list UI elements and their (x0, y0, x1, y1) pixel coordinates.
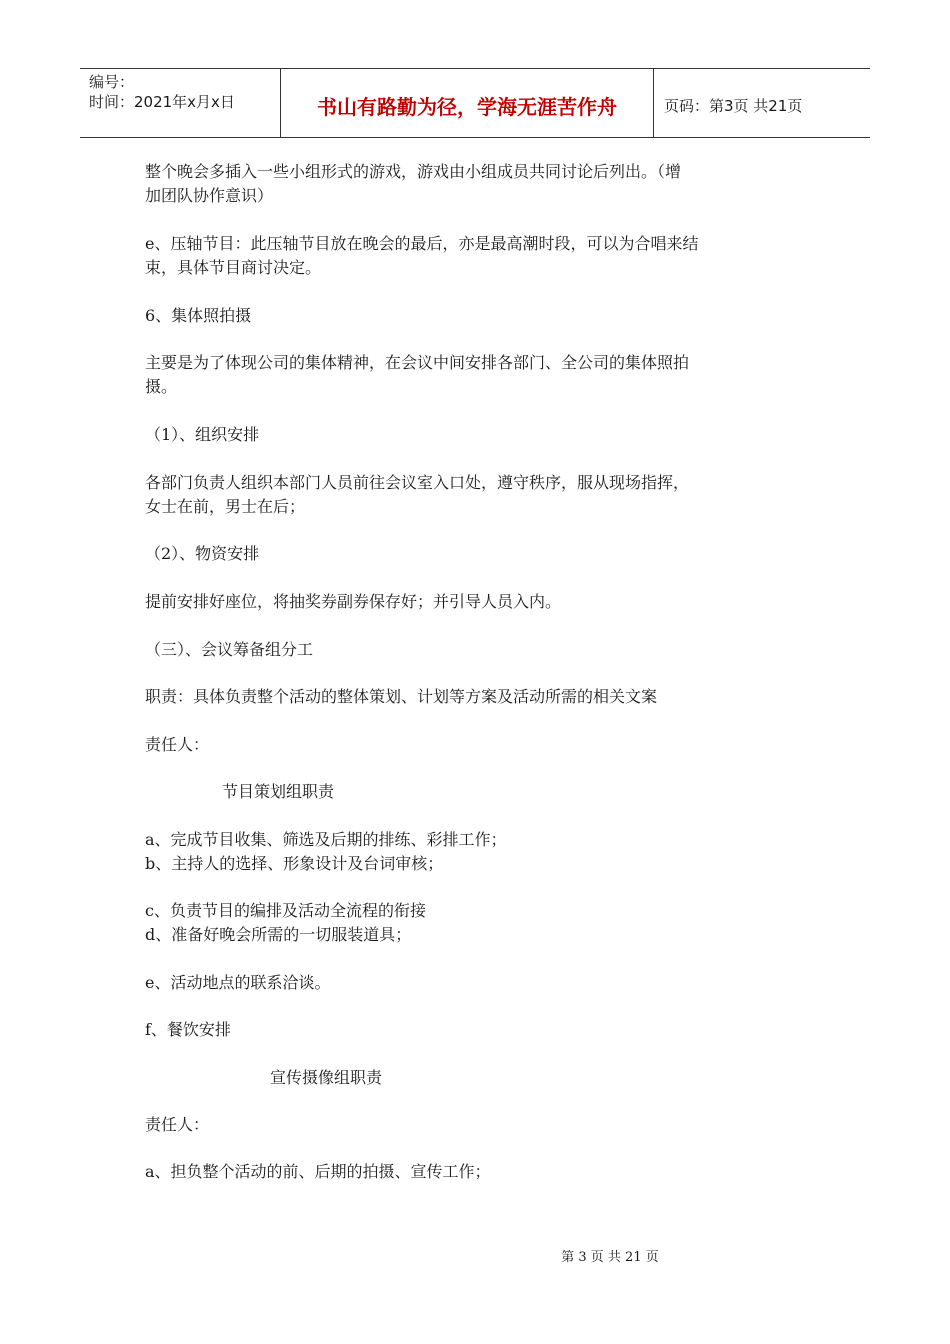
header-motto: 书山有路勤为径，学海无涯苦作舟 (281, 69, 654, 137)
paragraph-line: 摄。 (145, 377, 178, 396)
section-heading: 6、集体照拍摄 (145, 306, 252, 325)
paragraph-line: 女士在前，男士在后； (145, 497, 306, 516)
list-item: b、主持人的选择、形象设计及台词审核； (145, 854, 444, 873)
list-item: a、完成节目收集、筛选及后期的排练、彩排工作； (145, 830, 507, 849)
paragraph-line: 束，具体节目商讨决定。 (145, 258, 322, 277)
paragraph-line: 责任人： (145, 735, 210, 754)
group-heading: 节目策划组职责 (222, 782, 335, 801)
header-page-info: 页码：第3页 共21页 (664, 96, 803, 115)
paragraph-line: 加团队协作意识） (145, 186, 274, 205)
sub-heading: （2）、物资安排 (145, 544, 260, 563)
list-item: d、准备好晚会所需的一切服装道具； (145, 925, 412, 944)
paragraph-line: 主要是为了体现公司的集体精神，在会议中间安排各部门、全公司的集体照拍 (145, 353, 690, 372)
section-heading: （三）、会议筹备组分工 (145, 640, 314, 659)
list-item: a、担负整个活动的前、后期的拍摄、宣传工作； (145, 1162, 491, 1181)
group-heading: 宣传摄像组职责 (270, 1068, 383, 1087)
paragraph-line: 责任人： (145, 1115, 210, 1134)
list-item: e、活动地点的联系洽谈。 (145, 973, 331, 992)
paragraph-line: 各部门负责人组织本部门人员前往会议室入口处，遵守秩序，服从现场指挥， (145, 473, 690, 492)
page-header (80, 68, 870, 138)
paragraph-line: e、压轴节目：此压轴节目放在晚会的最后，亦是最高潮时段，可以为合唱来结 (145, 234, 699, 253)
list-item: f、餐饮安排 (145, 1020, 231, 1039)
paragraph-line: 职责：具体负责整个活动的整体策划、计划等方案及活动所需的相关文案 (145, 687, 658, 706)
page-footer: 第 3 页 共 21 页 (561, 1250, 659, 1265)
header-meta (80, 69, 281, 137)
code-label: 编号： (89, 73, 135, 91)
list-item: c、负责节目的编排及活动全流程的衔接 (145, 901, 426, 920)
paragraph-line: 整个晚会多插入一些小组形式的游戏，游戏由小组成员共同讨论后列出。（增 (145, 162, 682, 181)
paragraph-line: 提前安排好座位，将抽奖券副券保存好；并引导人员入内。 (145, 592, 562, 611)
time-label: 时间：2021年x月x日 (89, 93, 235, 111)
sub-heading: （1）、组织安排 (145, 425, 260, 444)
